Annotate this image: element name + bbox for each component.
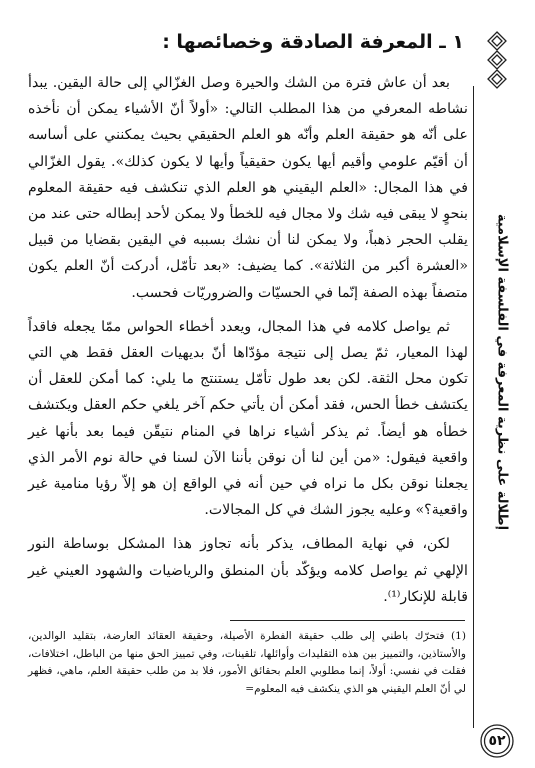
footnote: (1) فتحرّك باطني إلى طلب حقيقة الفطرة الأصيلة، وحقيقة العقائد العارضة، بتقليد الوالدين، والأستاذين، والتمييز بين هذه التقليدات وأوائلها، تلقينات، وفي تمييز الحق منها من الباطل، اختلافات، فقلت في نفسي: أولاً، إنما مطلوبي العلم بحقائق الأمور، فلا بد من طلب حقيقة العلم، ماهي، فظهر لي أنّ العلم اليقيني هو الذي ينكشف فيه المعلوم= [28, 630, 466, 695]
paragraph-1 [28, 70, 468, 306]
footnote-divider [230, 620, 465, 621]
margin-rule [473, 86, 474, 728]
paragraph-1-text: بعد أن عاش فترة من الشك والحيرة وصل الغزّالي إلى حالة اليقين. يبدأ نشاطه المعرفي من هذا المطلب التالي: «أولاً أنّ الأشياء يمكن أن نأخذه على أنّه هو حقيقة العلم وأنّه هو العلم الحقيقي بحيث يمكنني على أساسه أن أقيّم علومي وأقيم أيها يكون حقيقياً وأيها لا يكون كذلك». يقول الغزّالي في هذا المجال: «العلم اليقيني هو العلم الذي تنكشف فيه حقيقة المعلوم بنحوٍ لا يبقى فيه شك ولا مجال فيه للخطأ ولا يمكن لأحد إبطاله حتى عند من يقلب الحجر ذهباً، ولا يمكن لنا أن نشك بسببه في اليقين بقضايا من قبيل «العشرة أكبر من الثلاثة». كما يضيف: «بعد تأمّل، أدركت أنّ العلم يكون متصفاً بهذه الصفة إنّما في الحسيّات والضروريّات فحسب. [28, 75, 468, 301]
section-heading: ١ ـ المعرفة الصادقة وخصائصها : [162, 31, 464, 53]
running-title-text: إطلالة على نظرية المعرفة في الفلسفة الإسلامية [494, 213, 510, 531]
page-number: ٥٢ [488, 733, 506, 749]
paragraph-3-text: لكن، في نهاية المطاف، يذكر بأنه تجاوز هذا المشكل بوساطة النور الإلهي ثم يواصل كلامه ويؤكّد بأن المنطق والرياضيات والشهود العيني غير قابلة للإنكار⁽¹⁾. [28, 536, 468, 605]
main-text-column [28, 28, 468, 618]
paragraph-2-text: ثم يواصل كلامه في هذا المجال، ويعدد أخطاء الحواس ممّا يجعله فاقداً لهذا المعيار، ثمّ يصل إلى نتيجة مؤدّاها أنّ بديهيات العقل فقط هي التي تكون محل الثقة. لكن بعد طول تأمّل يستنتج ما يلي: كما أمكن للعقل أن يكتشف خطأ الحس، فقد أمكن أن يأتي حكم آخر يلغي حكم العقل ويكتشف خطأه هو أيضاً. ثم يذكر أشياء نراها في المنام نتيقّن فيما بعد بأنها غير واقعية فيقول: «من أين لنا أن نوقن بأننا الآن لسنا في حالة نوم الأمر الذي يجعلنا نوقن بكل ما نراه في حين أنه في الواقع إن هو إلاّ رؤيا منامية غير واقعية؟» وعليه يجوز الشك في كل المجالات. [28, 318, 468, 519]
paragraph-3 [28, 531, 468, 610]
running-title [488, 92, 516, 652]
paragraph-2 [28, 314, 468, 524]
ornament-top-icon [484, 30, 510, 90]
